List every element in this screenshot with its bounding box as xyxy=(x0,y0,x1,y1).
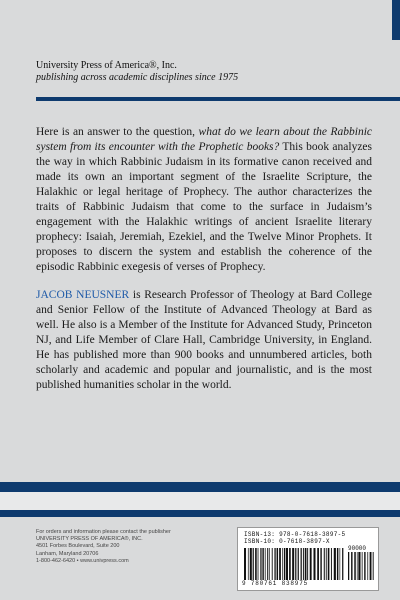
barcode-label xyxy=(237,527,379,591)
barcode-bar xyxy=(324,548,325,580)
barcode-bar xyxy=(348,552,349,580)
barcode-bar xyxy=(307,548,308,580)
header-rule xyxy=(36,97,400,101)
footer-band-light xyxy=(0,492,400,510)
barcode-bar xyxy=(342,548,343,580)
barcode-bar xyxy=(282,548,283,580)
barcode-bar xyxy=(314,548,316,580)
barcode-bar xyxy=(373,552,374,580)
orders-city: Lanham, Maryland 20706 xyxy=(36,550,99,557)
author-name: JACOB NEUSNER xyxy=(36,289,130,301)
barcode-bar xyxy=(265,548,266,580)
barcode-bar xyxy=(310,548,312,580)
barcode-bar xyxy=(364,552,365,580)
barcode-bar xyxy=(260,548,261,580)
barcode-bar xyxy=(255,548,257,580)
barcode-bar xyxy=(267,548,268,580)
barcode-bar xyxy=(272,548,273,580)
barcode-bar xyxy=(354,552,355,580)
barcode-bar xyxy=(253,548,254,580)
description-question: what do we learn about the Rabbinic system from its encounter with the Prophetic books? xyxy=(36,126,372,153)
barcode-bar xyxy=(269,548,270,580)
barcode-bar xyxy=(370,552,372,580)
orders-publisher: UNIVERSITY PRESS OF AMERICA®, INC. xyxy=(36,536,143,543)
isbn-13: ISBN-13: 978-0-7618-3897-5 xyxy=(244,531,346,538)
price-code: 90000 xyxy=(348,545,367,552)
barcode-bar xyxy=(244,548,246,580)
orders-street: 4501 Forbes Boulevard, Suite 200 xyxy=(36,543,120,550)
orders-line: For orders and information please contact the publisher xyxy=(36,529,171,535)
barcode-bar xyxy=(340,548,341,580)
top-accent-strip xyxy=(392,0,400,40)
description-lead: Here is an answer to the question, xyxy=(36,126,199,138)
barcode-bar xyxy=(334,548,336,580)
barcode-bar xyxy=(331,548,332,580)
barcode-bar xyxy=(274,548,275,580)
isbn-10: ISBN-10: 0-7618-3897-X xyxy=(244,538,330,545)
author-paragraph xyxy=(36,288,372,393)
barcode-bar xyxy=(277,548,278,580)
barcode-bar xyxy=(258,548,259,580)
barcode-bar xyxy=(292,548,294,580)
barcode-bar xyxy=(295,548,296,580)
order-information xyxy=(36,529,196,565)
author-bio: is Research Professor of Theology at Bard College and Senior Fellow of the Institute of Advanced Theology at Bard as well. He also is a Member of the Institute for Advanced Study, Princeton NJ, and Life Member of Clare Hall, Cambridge University, in England. He has published more than 900 books and unnumbered articles, both scholarly and academic and popular and journalistic, and is the most published humanities scholar in the world. xyxy=(36,289,372,391)
footer-band-bottom xyxy=(0,510,400,517)
footer-band-top xyxy=(0,482,400,492)
barcode-bar xyxy=(358,552,360,580)
price-barcode-icon xyxy=(348,552,374,580)
back-cover-blurb xyxy=(36,125,372,406)
barcode-bar xyxy=(317,548,319,580)
barcode-bar xyxy=(320,548,321,580)
barcode-bar xyxy=(367,552,368,580)
barcode-bar xyxy=(351,552,352,580)
barcode-bar xyxy=(305,548,307,580)
barcode-bar xyxy=(286,548,288,580)
barcode-bar xyxy=(357,552,358,580)
description-body: This book analyzes the way in which Rabbinic Judaism in its formative canon received and made its own an important segment of the Israelite Scripture, the Halakhic or legal heritage of Prophecy. The author characterizes the traits of Rabbinic Judaism that come to the surface in Judaism’s engagement with the Halakhic writings of ancient Israelite literary prophecy: Isaiah, Jeremiah, Ezekiel, and the Twelve Minor Prophets. It proposes to discern the system and establish the coherence of the episodic Rabbinic exegesis of verses of Prophecy. xyxy=(36,141,373,273)
description-paragraph xyxy=(36,125,372,275)
barcode-bar xyxy=(298,548,299,580)
barcode-bar xyxy=(337,548,338,580)
barcode-bar xyxy=(326,548,327,580)
barcode-bar xyxy=(303,548,304,580)
publisher-block xyxy=(36,60,336,84)
barcode-bar xyxy=(262,548,263,580)
barcode-bar xyxy=(289,548,291,580)
orders-contact: 1-800-462-6420 • www.univpress.com xyxy=(36,557,129,564)
publisher-name: University Press of America®, Inc. xyxy=(36,60,177,71)
barcode-bar xyxy=(362,552,363,580)
barcode-bar xyxy=(250,548,252,580)
barcode-bar xyxy=(279,548,281,580)
barcode-bar xyxy=(284,548,285,580)
publisher-tagline: publishing across academic disciplines since 1975 xyxy=(36,72,239,83)
barcode-bar xyxy=(301,548,302,580)
barcode-number: 9 780761 838975 xyxy=(242,580,309,587)
barcode-bar xyxy=(248,548,249,580)
barcode-bar xyxy=(328,548,330,580)
ean-barcode-icon xyxy=(244,548,344,580)
